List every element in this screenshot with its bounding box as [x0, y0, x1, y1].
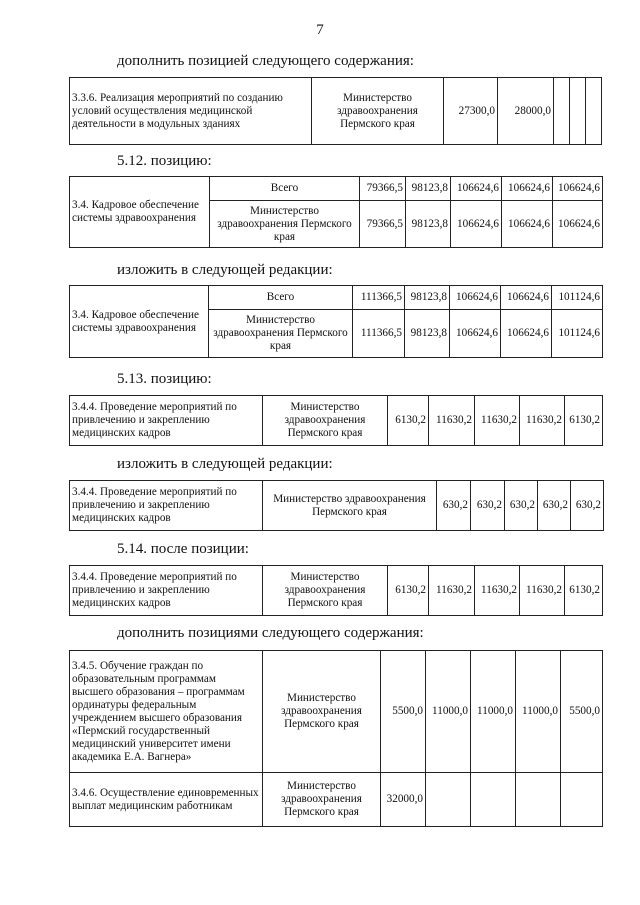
section-intro-new-wording: изложить в следующей редакции: — [117, 262, 333, 278]
value-cell: 106624,6 — [553, 177, 603, 201]
responsible-total: Всего — [210, 177, 360, 201]
value-cell: 630,2 — [437, 481, 471, 531]
value-cell: 5500,0 — [381, 651, 426, 773]
value-cell: 11630,2 — [429, 566, 475, 616]
value-cell: 6130,2 — [388, 566, 429, 616]
value-cell: 111366,5 — [353, 286, 405, 310]
value-cell: 11630,2 — [475, 396, 520, 446]
section-intro-add-position: дополнить позицией следующего содержания: — [117, 53, 414, 69]
value-cell: 630,2 — [505, 481, 538, 531]
position-name: 3.4.5. Обучение граждан по образовательным программам высшего образования – программам ординатуры федеральным учреждением высшего образования «Пермский государственный медицинский университет имени академика Е.А. Вагнера» — [70, 651, 263, 773]
value-cell: 11000,0 — [471, 651, 516, 773]
section-heading-5-13: 5.13. позицию: — [117, 371, 212, 387]
value-cell: 106624,6 — [553, 201, 603, 248]
responsible-executor: Министерство здравоохранения Пермского края — [209, 310, 353, 358]
position-name: 3.4. Кадровое обеспечение системы здравоохранения — [70, 177, 210, 248]
value-cell: 98123,8 — [405, 286, 450, 310]
value-cell: 106624,6 — [451, 177, 502, 201]
value-cell — [471, 773, 516, 827]
position-name: 3.4.4. Проведение мероприятий по привлечению и закреплению медицинских кадров — [70, 396, 263, 446]
value-cell: 6130,2 — [388, 396, 429, 446]
responsible-total: Всего — [209, 286, 353, 310]
value-cell: 106624,6 — [502, 201, 553, 248]
position-name: 3.4.6. Осуществление единовременных выплат медицинским работникам — [70, 773, 263, 827]
position-name: 3.3.6. Реализация мероприятий по созданию условий осуществления медицинской деятельности в модульных зданиях — [70, 78, 312, 145]
responsible-executor: Министерство здравоохранения Пермского края — [263, 566, 388, 616]
responsible-executor: Министерство здравоохранения Пермского края — [263, 481, 437, 531]
value-cell: 11630,2 — [475, 566, 520, 616]
value-cell: 106624,6 — [501, 310, 552, 358]
value-cell — [586, 78, 602, 145]
value-cell — [570, 78, 586, 145]
value-cell: 101124,6 — [552, 286, 603, 310]
value-cell: 79366,5 — [360, 177, 406, 201]
value-cell — [516, 773, 561, 827]
responsible-executor: Министерство здравоохранения Пермского края — [263, 773, 381, 827]
responsible-executor: Министерство здравоохранения Пермского края — [312, 78, 444, 145]
value-cell: 28000,0 — [498, 78, 554, 145]
responsible-executor: Министерство здравоохранения Пермского края — [263, 651, 381, 773]
value-cell: 106624,6 — [501, 286, 552, 310]
value-cell: 27300,0 — [444, 78, 498, 145]
responsible-executor: Министерство здравоохранения Пермского края — [263, 396, 388, 446]
value-cell: 98123,8 — [406, 201, 451, 248]
value-cell — [561, 773, 603, 827]
value-cell: 79366,5 — [360, 201, 406, 248]
value-cell: 630,2 — [571, 481, 604, 531]
value-cell: 6130,2 — [565, 396, 603, 446]
value-cell — [554, 78, 570, 145]
table-3-4-4-new — [69, 480, 604, 531]
value-cell: 32000,0 — [381, 773, 426, 827]
value-cell: 11630,2 — [520, 396, 565, 446]
section-heading-5-12: 5.12. позицию: — [117, 153, 212, 169]
section-heading-5-14: 5.14. после позиции: — [117, 541, 249, 557]
value-cell — [426, 773, 471, 827]
table-3-3-6 — [69, 77, 602, 145]
table-3-4-old — [69, 176, 603, 248]
value-cell: 106624,6 — [451, 201, 502, 248]
table-3-4-5-3-4-6 — [69, 650, 603, 827]
value-cell: 98123,8 — [406, 177, 451, 201]
responsible-executor: Министерство здравоохранения Пермского края — [210, 201, 360, 248]
table-3-4-4-old — [69, 395, 603, 446]
value-cell: 11000,0 — [426, 651, 471, 773]
value-cell: 5500,0 — [561, 651, 603, 773]
value-cell: 11630,2 — [429, 396, 475, 446]
value-cell: 630,2 — [471, 481, 505, 531]
section-intro-add-positions: дополнить позициями следующего содержания: — [117, 625, 424, 641]
value-cell: 6130,2 — [565, 566, 603, 616]
position-name: 3.4.4. Проведение мероприятий по привлечению и закреплению медицинских кадров — [70, 481, 263, 531]
value-cell: 106624,6 — [450, 310, 501, 358]
page-number: 7 — [316, 22, 324, 38]
section-intro-new-wording: изложить в следующей редакции: — [117, 456, 333, 472]
table-3-4-new — [69, 285, 603, 358]
value-cell: 111366,5 — [353, 310, 405, 358]
position-name: 3.4.4. Проведение мероприятий по привлечению и закреплению медицинских кадров — [70, 566, 263, 616]
value-cell: 630,2 — [538, 481, 571, 531]
value-cell: 98123,8 — [405, 310, 450, 358]
value-cell: 106624,6 — [502, 177, 553, 201]
value-cell: 11630,2 — [520, 566, 565, 616]
value-cell: 101124,6 — [552, 310, 603, 358]
value-cell: 106624,6 — [450, 286, 501, 310]
value-cell: 11000,0 — [516, 651, 561, 773]
position-name: 3.4. Кадровое обеспечение системы здравоохранения — [70, 286, 209, 358]
table-3-4-4-after — [69, 565, 603, 616]
